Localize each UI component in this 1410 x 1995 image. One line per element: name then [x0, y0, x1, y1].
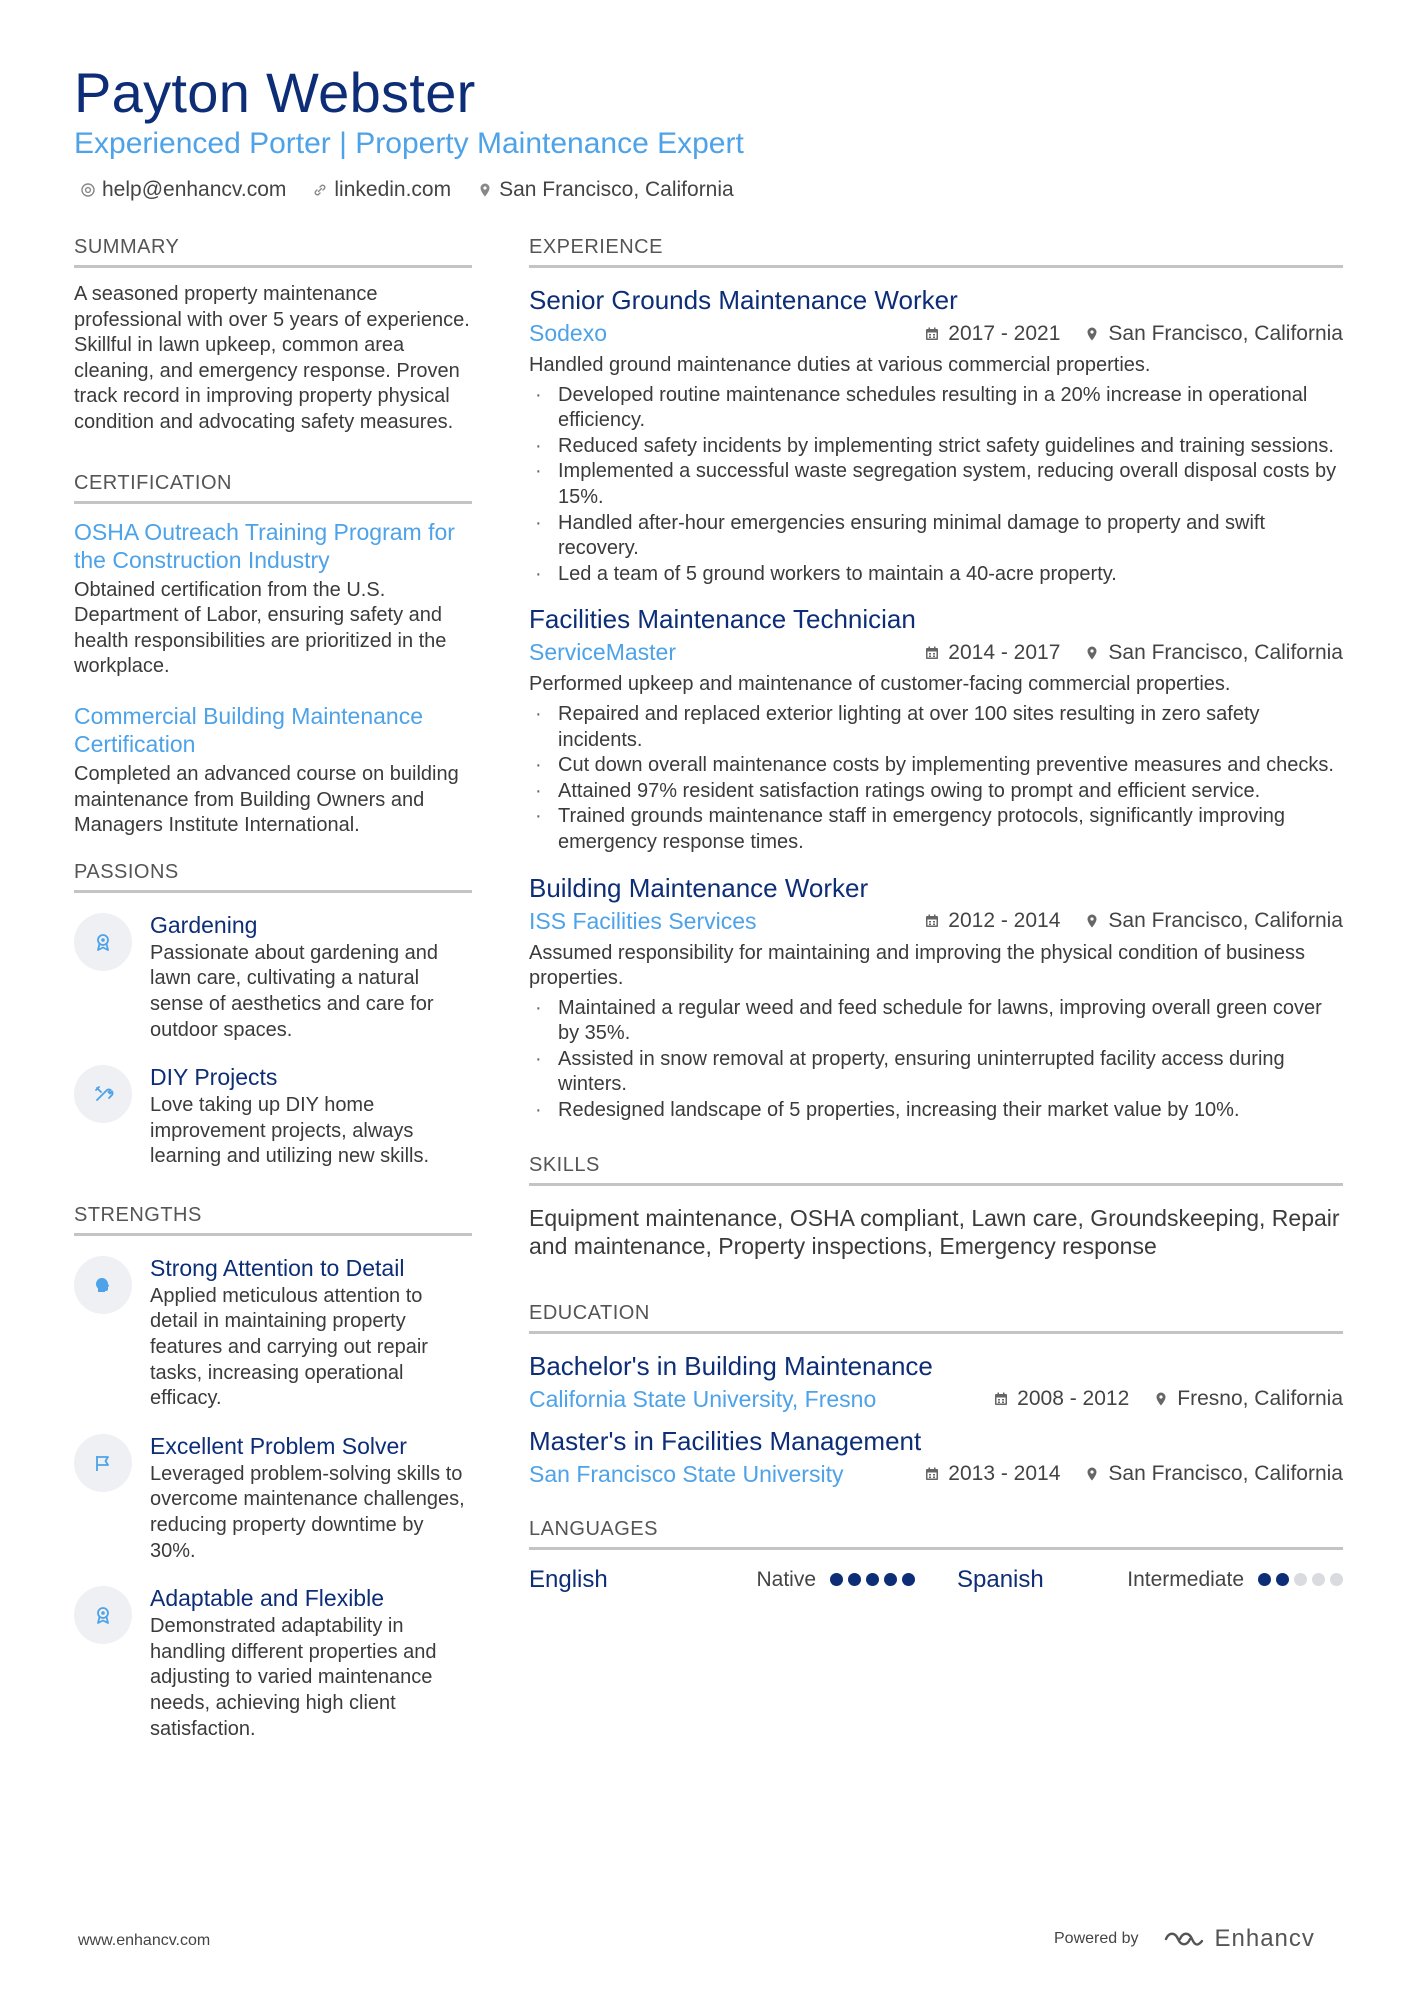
link-icon: [312, 182, 328, 198]
certification-title: CERTIFICATION: [74, 472, 472, 504]
languages-section: [529, 1518, 1343, 1594]
school-name: San Francisco State University: [529, 1460, 844, 1487]
email-text: help@enhancv.com: [102, 178, 287, 201]
rating-dot-empty: [1294, 1573, 1307, 1586]
language-level: Native: [756, 1567, 816, 1591]
list-item: · Implemented a successful waste segregation system, reducing overall disposal costs by 15%.: [529, 459, 1343, 510]
certification-section: [74, 472, 472, 839]
company-name: Sodexo: [529, 320, 608, 346]
cert-name: Commercial Building Maintenance Certification: [74, 702, 423, 757]
passions-section: [74, 861, 472, 1170]
job-location: San Francisco, California: [1108, 321, 1343, 345]
strength-item: [74, 1432, 472, 1564]
calendar-icon: [924, 913, 940, 929]
job-dates: 2012 - 2014: [948, 909, 1061, 932]
job-entry: [529, 603, 1343, 855]
education-entry: [529, 1425, 1343, 1488]
head-icon: [92, 1274, 114, 1296]
cert-item: [74, 518, 472, 680]
passion-name: Gardening: [150, 911, 258, 938]
left-column: [74, 236, 472, 1762]
list-item: · Maintained a regular weed and feed schedule for lawns, improving overall green cover by 35%.: [529, 996, 1343, 1047]
language-item: [957, 1566, 1343, 1594]
enhancv-logo[interactable]: [1163, 1925, 1315, 1953]
tools-icon: [92, 1083, 114, 1105]
email-contact[interactable]: [80, 178, 286, 202]
education-location: San Francisco, California: [1108, 1462, 1343, 1486]
degree-title: Bachelor's in Building Maintenance: [529, 1350, 933, 1381]
award-icon: [92, 931, 114, 953]
linkedin-contact[interactable]: [312, 178, 451, 202]
calendar-icon: [993, 1391, 1009, 1407]
job-bullets: [529, 702, 1343, 856]
rating-dot-filled: [1276, 1573, 1289, 1586]
list-item: · Redesigned landscape of 5 properties, increasing their market value by 10%.: [529, 1098, 1343, 1124]
rating-dot-empty: [1312, 1573, 1325, 1586]
location-pin-icon: [1084, 1466, 1100, 1482]
list-item: · Handled after-hour emergencies ensuring minimal damage to property and swift recovery.: [529, 511, 1343, 562]
summary-text: A seasoned property maintenance professional with over 5 years of experience. Skillful in lawn upkeep, common area cleaning, and emergency response. Proven track record in improving property physical condition and advocating safety measures.: [74, 283, 470, 433]
passion-icon-badge: [74, 1065, 132, 1123]
degree-title: Master's in Facilities Management: [529, 1425, 922, 1456]
passion-name: DIY Projects: [150, 1064, 278, 1091]
list-item: · Assisted in snow removal at property, ensuring uninterrupted facility access during winters.: [529, 1047, 1343, 1098]
list-item: · Repaired and replaced exterior lighting at over 100 sites resulting in zero safety incidents.: [529, 702, 1343, 753]
passion-desc: Passionate about gardening and lawn care, cultivating a natural sense of aesthetics and care for outdoor spaces.: [150, 941, 439, 1041]
job-description: Performed upkeep and maintenance of customer-facing commercial properties.: [529, 673, 1231, 696]
job-description: Handled ground maintenance duties at various commercial properties.: [529, 354, 1151, 376]
strengths-title: STRENGTHS: [74, 1204, 472, 1236]
education-section: [529, 1302, 1343, 1488]
experience-section: [529, 236, 1343, 1124]
calendar-icon: [924, 1466, 940, 1482]
job-description: Assumed responsibility for maintaining and improving the physical condition of business properties.: [529, 941, 1305, 990]
language-rating: [1258, 1573, 1343, 1586]
list-item: · Cut down overall maintenance costs by implementing preventive measures and checks.: [529, 753, 1343, 779]
job-dates: 2014 - 2017: [948, 640, 1061, 664]
list-item: · Attained 97% resident satisfaction ratings owing to prompt and efficient service.: [529, 779, 1343, 805]
passion-desc: Love taking up DIY home improvement projects, always learning and utilizing new skills.: [150, 1094, 430, 1168]
brand-text: Enhancv: [1214, 1925, 1315, 1952]
job-entry: [529, 872, 1343, 1124]
experience-title: EXPERIENCE: [529, 236, 1343, 268]
job-dates: 2017 - 2021: [948, 321, 1061, 345]
list-item: · Developed routine maintenance schedules resulting in a 20% increase in operational efficiency.: [529, 383, 1343, 434]
education-location: Fresno, California: [1177, 1387, 1343, 1411]
enhancv-logo-icon: [1163, 1928, 1207, 1950]
cert-item: [74, 702, 472, 839]
strength-name: Excellent Problem Solver: [150, 1432, 407, 1459]
summary-section: [74, 236, 472, 436]
skills-title: SKILLS: [529, 1154, 1343, 1186]
language-name: Spanish: [957, 1565, 1044, 1593]
rating-dot-empty: [1330, 1573, 1343, 1586]
strength-icon-badge: [74, 1256, 132, 1314]
passion-item: [74, 1063, 472, 1170]
location-pin-icon: [1084, 326, 1100, 342]
right-column: [529, 236, 1343, 1594]
school-name: California State University, Fresno: [529, 1385, 877, 1412]
location-contact: [477, 178, 734, 202]
passion-item: [74, 911, 472, 1043]
rating-dot-filled: [884, 1573, 897, 1586]
strength-icon-badge: [74, 1586, 132, 1644]
award-icon: [92, 1604, 114, 1626]
job-location: San Francisco, California: [1108, 640, 1343, 664]
list-item: · Reduced safety incidents by implementing strict safety guidelines and training sessions.: [529, 434, 1343, 460]
passion-icon-badge: [74, 913, 132, 971]
rating-dot-filled: [830, 1573, 843, 1586]
location-text: San Francisco, California: [499, 178, 734, 201]
strength-name: Adaptable and Flexible: [150, 1585, 384, 1612]
job-bullets: [529, 996, 1343, 1124]
linkedin-text: linkedin.com: [334, 178, 452, 201]
job-title: Building Maintenance Worker: [529, 872, 869, 903]
footer-website[interactable]: www.enhancv.com: [78, 1932, 211, 1949]
list-item: · Trained grounds maintenance staff in emergency protocols, significantly improving emergency response times.: [529, 804, 1343, 855]
calendar-icon: [924, 645, 940, 661]
rating-dot-filled: [902, 1573, 915, 1586]
strengths-section: [74, 1204, 472, 1742]
strength-item: [74, 1254, 472, 1412]
list-item: · Led a team of 5 ground workers to maintain a 40-acre property.: [529, 562, 1343, 588]
rating-dot-filled: [848, 1573, 861, 1586]
skills-text: Equipment maintenance, OSHA compliant, Lawn care, Groundskeeping, Repair and maintenance, Property inspections, Emergency response: [529, 1204, 1340, 1259]
job-location: San Francisco, California: [1108, 909, 1343, 932]
passions-title: PASSIONS: [74, 861, 472, 893]
footer-branding: [1054, 1925, 1315, 1953]
candidate-name: Payton Webster: [74, 61, 476, 124]
location-pin-icon: [1084, 913, 1100, 929]
at-icon: [80, 182, 96, 198]
strength-desc: Applied meticulous attention to detail in maintaining property features and carrying out repair tasks, increasing operational efficacy.: [150, 1284, 428, 1410]
job-title: Senior Grounds Maintenance Worker: [529, 285, 958, 315]
skills-section: [529, 1154, 1343, 1260]
cert-desc: Completed an advanced course on building maintenance from Building Owners and Managers Institute International.: [74, 762, 459, 837]
rating-dot-filled: [866, 1573, 879, 1586]
summary-title: SUMMARY: [74, 236, 472, 268]
company-name: ServiceMaster: [529, 639, 676, 666]
rating-dot-filled: [1258, 1573, 1271, 1586]
education-entry: [529, 1350, 1343, 1413]
language-level: Intermediate: [1127, 1567, 1244, 1591]
education-title: EDUCATION: [529, 1302, 1343, 1334]
language-item: [529, 1566, 915, 1594]
strength-icon-badge: [74, 1434, 132, 1492]
languages-title: LANGUAGES: [529, 1518, 1343, 1550]
cert-name: OSHA Outreach Training Program for the Construction Industry: [74, 518, 455, 573]
calendar-icon: [924, 326, 940, 342]
location-pin-icon: [1153, 1391, 1169, 1407]
strength-name: Strong Attention to Detail: [150, 1254, 405, 1281]
job-title: Facilities Maintenance Technician: [529, 604, 916, 635]
contact-bar: [80, 178, 734, 202]
job-entry: [529, 284, 1343, 587]
education-dates: 2013 - 2014: [948, 1462, 1061, 1486]
strength-desc: Demonstrated adaptability in handling different properties and adjusting to varied maintenance needs, achieving high client satisfaction.: [150, 1615, 437, 1740]
strength-item: [74, 1584, 472, 1742]
language-name: English: [529, 1565, 608, 1593]
location-pin-icon: [1084, 645, 1100, 661]
flag-icon: [92, 1452, 114, 1474]
candidate-subtitle: Experienced Porter | Property Maintenance Expert: [74, 127, 744, 160]
job-bullets: [529, 383, 1343, 588]
languages-row: [529, 1566, 1343, 1594]
education-dates: 2008 - 2012: [1017, 1387, 1130, 1411]
language-rating: [830, 1573, 915, 1586]
location-pin-icon: [477, 182, 493, 198]
cert-desc: Obtained certification from the U.S. Department of Labor, ensuring safety and health responsibilities are prioritized in the workplace.: [74, 578, 447, 678]
strength-desc: Leveraged problem-solving skills to overcome maintenance challenges, reducing property downtime by 30%.: [150, 1462, 465, 1562]
powered-by-text: Powered by: [1054, 1930, 1139, 1947]
company-name: ISS Facilities Services: [529, 907, 757, 934]
